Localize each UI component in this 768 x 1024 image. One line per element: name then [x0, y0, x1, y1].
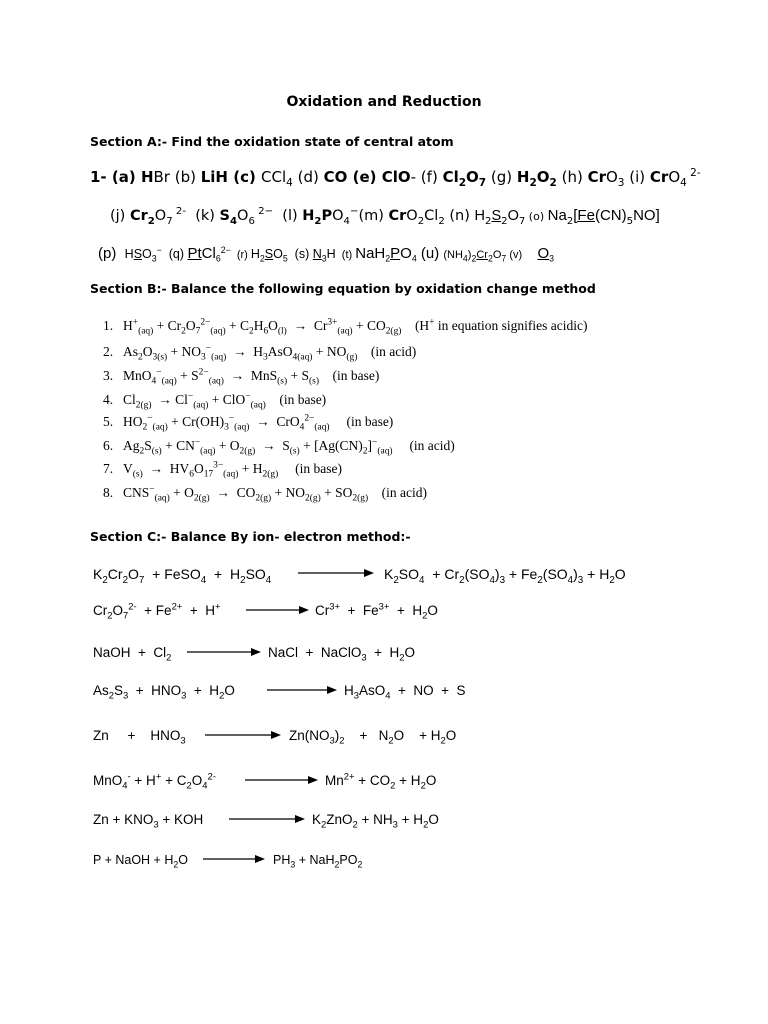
section-b-heading: Section B:- Balance the following equation by oxidation change method	[90, 281, 596, 296]
section-c-equation	[93, 601, 693, 621]
products: $Cr^{3+} + Fe^{3+} + H_2O$	[315, 601, 438, 622]
reaction-arrow-icon	[298, 568, 374, 578]
products: $Mn^{2+} + CO_2 + H_2O$	[325, 771, 437, 792]
section-b-equation: 5. $HO_2^-_{(aq)} + Cr(OH)_3^-_{(aq)} \to CrO_4^{2-}_{(aq)}$ (in base)	[103, 413, 394, 433]
section-a-line-3: (p) $HSO_3^-$ (q) PtCl$_6^{2-}$ (r) $H_2SO_5$ (s) $N_3H$ (t) $NaH_2PO_4$ (u) $(NH_4)_2Cr_2O_7$ (v) $O_3$	[98, 244, 554, 264]
reactants: Zn + $HNO_3$	[93, 728, 186, 747]
section-a-line-1: 1- (a) HBr (b) LiH (c) CCl$_4$ (d) CO (e) ClO- (f) $Cl_2O_7$ (g) $H_2O_2$ (h) CrO$_3$ (i) CrO$_4$ $^{2-}$	[90, 167, 701, 189]
section-b-equation: 8. $CNS^-_{(aq)} + O_{2(g)} \to CO_{2(g)} + NO_{2(g)} + SO_{2(g)}$ (in acid)	[103, 484, 427, 504]
section-b-equation: 7. $V_{(s)} \to HV_6O_{17}^{3-}_{(aq)} + H_{2(g)}$ (in base)	[103, 460, 342, 480]
section-b-equation: 2. $As_2O_{3(s)} + NO_3^-_{(aq)} \to H_3AsO_{4(aq)} + NO_{(g)}$ (in acid)	[103, 343, 417, 363]
section-a-heading: Section A:- Find the oxidation state of central atom	[90, 134, 454, 149]
reaction-arrow-icon	[203, 854, 265, 864]
reactants: $MnO_4^- + H^+ + C_2O_4^{2-}$	[93, 771, 216, 792]
products: $K_2SO_4 + Cr_2(SO_4)_3 + Fe_2(SO_4)_3 + H_2O$	[384, 566, 626, 586]
products: $PH_3 + NaH_2PO_2$	[273, 853, 363, 870]
products: $K_2ZnO_2 + NH_3 + H_2O$	[312, 812, 439, 831]
reaction-arrow-icon	[205, 730, 281, 740]
products: NaCl + NaClO$_3$ + $H_2O$	[268, 645, 416, 664]
products: $H_3AsO_4$ + NO + S	[344, 683, 466, 702]
section-c-equation	[93, 810, 693, 830]
products: $Zn(NO_3)_2$ + $N_2O$ + $H_2O$	[289, 728, 457, 747]
page-title: Oxidation and Reduction	[286, 94, 482, 110]
reaction-arrow-icon	[245, 775, 318, 785]
reactants: $K_2Cr_2O_7$ + FeSO$_4$ + $H_2SO_4$	[93, 566, 272, 586]
reaction-arrow-icon	[187, 647, 261, 657]
section-c-equation	[93, 564, 693, 584]
section-c-equation	[93, 771, 693, 791]
section-c-heading: Section C:- Balance By ion- electron method:-	[90, 529, 411, 544]
section-a-line-2: (j) $Cr_2O_7$ $^{2-}$ (k) $S_4O_6$ $^{2-}$ (l) $H_2PO_4^-(m)$ $CrO_2Cl_2$ (n) $H_2S_2O_7$ (o) $Na_2[Fe(CN)_5NO]$	[110, 206, 660, 227]
reactants: $As_2S_3 + HNO_3 + H_2O$	[93, 683, 235, 702]
section-c-equation	[93, 643, 693, 663]
reactants: $Cr_2O_7^{2-} + Fe^{2+} + H^+$	[93, 601, 221, 622]
reactants: P + NaOH + $H_2O$	[93, 853, 188, 870]
section-b-equation: 4. $Cl_{2(g)} \to Cl^-_{(aq)} + ClO^-_{(aq)}$ (in base)	[103, 391, 327, 411]
reactants: $Zn + KNO_3$ + KOH	[93, 812, 204, 831]
section-c-equation	[93, 850, 693, 870]
section-b-equation: 1. $H^+_{(aq)} + Cr_2O_7^{2-}_{(aq)} + C_2H_6O_{(l)} \to Cr^{3+}_{(aq)} + CO_{2(g)}$ (H+ in equation signifies acidic)	[103, 317, 588, 337]
reaction-arrow-icon	[229, 814, 305, 824]
section-b-equation: 6. $Ag_2S_{(s)} + CN^-_{(aq)} + O_{2(g)} \to S_{(s)} + [Ag(CN)_2]^-_{(aq)}$ (in acid)	[103, 437, 455, 457]
section-c-equation	[93, 681, 693, 701]
reactants: NaOH + $Cl_2$	[93, 645, 172, 664]
section-c-equation	[93, 726, 693, 746]
reaction-arrow-icon	[246, 605, 309, 615]
reaction-arrow-icon	[267, 685, 337, 695]
section-b-equation: 3. $MnO_4^-_{(aq)} + S^{2-}_{(aq)} \to MnS_{(s)} + S_{(s)}$ (in base)	[103, 367, 380, 387]
